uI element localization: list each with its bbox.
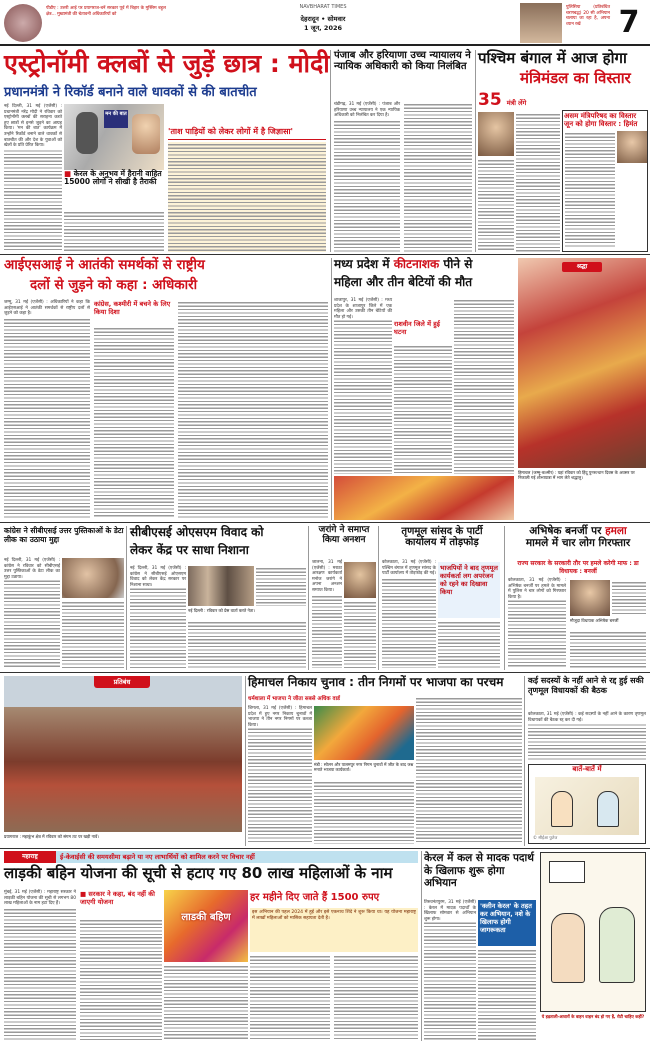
photo-prayag (4, 676, 242, 832)
headline-abhishek-highlight: हमला (605, 525, 627, 537)
masthead: NAVBHARAT TIMES (299, 4, 347, 10)
photo-shraddha-left (334, 476, 514, 520)
photo-himanta (617, 131, 647, 163)
headline-isi-l2: दलों से जुड़ने को कहा : अधिकारी (30, 277, 198, 293)
sidebar-isi: कांग्रेस, कश्मीरी में बचने के लिए किया दिशा (94, 300, 171, 316)
header-brief-left: पीडीए : उत्तरी आई पर प्रयागराज-बनें सरकार पूर्व में बिहार के मुस्लिम बहुल क्षेत्र... मुख्यमंत्री की चेतावनी अधिकारियों को (46, 6, 166, 17)
body-ladki-col5 (334, 954, 418, 1040)
cartoon-kerala-caption: ये हड़ताली-आवारों के वाहन वाहन बंद हो गए हैं, रोटी चाहिए कहीं? (541, 1014, 645, 1019)
headline-isi-l1: आईएसआई ने आतंकी समर्थकों से राष्ट्रीय (4, 257, 205, 273)
body-himachal-col1 (248, 706, 312, 844)
headline-abhishek-l1: अभिषेक बनर्जी पर (529, 525, 602, 537)
box-kerala-text: केरल के अनुभव में हैरानी वाहित 15000 लोगों ने सीखी है तैराकी (64, 169, 162, 187)
body-mp-col3 (454, 298, 514, 474)
subhead-modi: प्रधानमंत्री ने रिकॉर्ड बनाने वाले धावकों से की बातचीत (4, 85, 257, 100)
headline-mp-l1 (334, 258, 514, 276)
kicker-maharashtra: महाराष्ट्र (4, 851, 56, 863)
badge-ministers (478, 90, 538, 110)
body-modi-col2 (64, 210, 164, 252)
headline-jarange-l1: जरांगे ने समाप्त (318, 525, 370, 535)
poster-ladki (164, 890, 248, 962)
headline-mp-highlight: कीटनाशक (393, 257, 440, 271)
header-photo-right (520, 3, 562, 43)
sidebar-assam-head: असम मंत्रिपरिषद का विस्तार जून को होगा विस्तार : हिमंत (564, 112, 638, 128)
photo-wb-leader (478, 112, 514, 156)
headline-jarange (312, 526, 376, 558)
headline-cbse-leak: कांग्रेस ने सीबीएसई उत्तर पुस्तिकाओं के डेटा लीक का उठाया मुद्दा (4, 526, 124, 544)
cartoon-baatein-title: बातें-बातें में (572, 765, 602, 773)
body-tmc-office-col1 (382, 560, 436, 668)
header-brief-right: पुलिसिया (प्रतिबंधित चरणबद्ध) 20 सी अभियान चलाया जा रहा है, अपना ध्यान रखें (566, 5, 610, 27)
body-cbse-leak-col1 (4, 558, 60, 668)
subhead-abhishek: राज्य सरकार के सरकारी तौर पर हमले करेगी माफ : डा विधायक : बनर्जी (517, 560, 639, 575)
byline-himachal: धर्मशाला में भाजपा ने जीता सबसे अधिक वार्ड (248, 696, 340, 702)
photo-modi (64, 104, 164, 178)
body-tmc-office-col2 (438, 620, 500, 668)
headline-abhishek-l2: मामले में चार लोग गिरफ्तार (525, 536, 631, 549)
dateline-jarange: जालना, 31 मई (एजेंसी) : मराठा आरक्षण कार्यकर्ता मनोज जरांगे ने अपना अनशन समाप्त किया। (312, 560, 342, 593)
dateline-himachal: शिमला, 31 मई (एजेंसी) : हिमाचल प्रदेश में हुए नगर निकाय चुनावों में भाजपा ने तीन नगर निगमों पर कब्जा किया। (248, 706, 312, 728)
bullet-icon: ■ (64, 169, 74, 178)
body-osm-col1 (130, 566, 186, 668)
body-himachal-col2 (314, 780, 414, 844)
strap-ladki (4, 851, 418, 863)
tag-pratibandh: प्रतिबंध (94, 676, 150, 688)
headline-tmc-office-l1: तृणमूल सांसद के पार्टी (401, 526, 483, 537)
body-kerala-col2 (478, 948, 536, 1040)
body-isi-col2 (94, 326, 174, 518)
microphone-icon (76, 112, 98, 154)
badge-number: 35 (478, 90, 502, 110)
body-cbse-leak-col2 (62, 600, 124, 668)
cartoon-figure-2 (599, 907, 635, 983)
photo-congress-leader (62, 558, 124, 598)
headline-wb-l2: मंत्रिमंडल का विस्तार (520, 69, 631, 87)
box-ladki-text: सरकार ने कहा, बंद नहीं की जाएगी योजना (80, 890, 155, 906)
caption-abhishek: मौजूदा विधायक अभिषेक बनर्जी (570, 618, 619, 623)
dateline-ladki: मुंबई, 31 मई (एजेंसी) : महाराष्ट्र सरकार ने लाड़की बहिन योजना की सूची से लगभग 80 लाख महिलाओं के नाम हटा दिए हैं। (4, 890, 76, 907)
tag-shraddha: श्रद्धा (562, 262, 602, 272)
dateline-modi: नई दिल्ली, 31 मई (एजेंसी) : प्रधानमंत्री नरेंद्र मोदी ने रविवार को एस्ट्रोनॉमी क्लबों की सराहना करते हुए छात्रों से इनसे जुड़ने का आग्रह किया। 'मन की बात' कार्यक्रम में उन्होंने रिकॉर्ड बनाने वाले धावकों से बातचीत की और देश के युवाओं को खेलों के प्रति प्रेरित किया। (4, 104, 62, 149)
body-abhishek-col2 (570, 630, 646, 668)
body-tmc-meeting (528, 712, 646, 762)
body-punjab-col1 (334, 102, 400, 252)
body-kerala-col1 (424, 900, 476, 1040)
body-osm-col2 (188, 620, 306, 668)
headline-osm-l2: लेकर केंद्र पर साधा निशाना (130, 543, 249, 557)
dateline-isi: जम्मू, 31 मई (एजेंसी) : अधिकारियों ने कहा कि आईएसआई ने आतंकी समर्थकों से राष्ट्रीय दलों से जुड़ने को कहा है। (4, 300, 90, 317)
body-modi-col3 (168, 142, 326, 252)
sidebar-mp: राशवीन जिले में हुई घटना (394, 320, 440, 336)
body-isi-col1 (4, 300, 90, 518)
body-himachal-col3 (416, 696, 522, 844)
box-kerala (64, 170, 164, 208)
sidebar-assam-body (565, 131, 615, 249)
headline-himachal: हिमाचल निकाय चुनाव : तीन निगमों पर भाजपा का परचम (248, 675, 504, 689)
sidebar-tmc-office: भाजपियों ने बाद तृणमूल कार्यकर्ता लग अपरंजन को रहने का दिखावा किया (438, 562, 500, 618)
body-jarange-col2 (344, 600, 376, 668)
header-photo-left (4, 4, 42, 42)
story-modi (4, 49, 330, 84)
mann-ki-baat-logo: मन की बात (104, 110, 128, 128)
headline-wb-l1: पश्चिम बंगाल में आज होगा (478, 49, 627, 67)
body-abhishek-col3 (612, 580, 646, 616)
quote-ladki: इस अभियान की पहल 2024 में हुई और इसे एकनाथ शिंदे ने शुरू किया था। यह योजना महाराष्ट्र में लाखों महिलाओं को मासिक सहायता देती है। (250, 908, 418, 952)
caption-himachal: मंडी : सोलन और पालमपुर नगर निगम चुनावों में जीत के बाद जश्न मनाते भाजपा कार्यकर्ता। (314, 762, 414, 772)
headline-mp-l1-text: मध्य प्रदेश में कीटनाशक पीने से (334, 257, 473, 271)
body-modi-col1 (4, 104, 62, 252)
bullet-ladki-icon: ■ (80, 890, 89, 898)
body-ladki-col1 (4, 890, 76, 1040)
photo-himachal (314, 706, 414, 760)
headline-abhishek (508, 526, 648, 558)
body-ladki-col2 (80, 918, 162, 1040)
cartoon-credit: © सीईआ फुटेज (533, 835, 558, 840)
headline-tmc-meeting: कई सदस्यों के नहीं आने से रद्द हुई सकी तृणमूल विधायकों की बैठक (528, 676, 644, 695)
dateline-tmc-office: कोलकाता, 31 मई (एजेंसी) : पश्चिम बंगाल में तृणमूल सांसद के पार्टी कार्यालय में तोड़फोड़ की गई। (382, 560, 436, 577)
cartoon-kerala (540, 852, 646, 1012)
caption-osm: नई दिल्ली : रविवार को प्रेस वार्ता करते नेता। (188, 608, 255, 613)
body-jarange-col1 (312, 560, 342, 668)
headline-punjab-hc: पंजाब और हरियाणा उच्च न्यायालय ने न्यायिक अधिकारी को किया निलंबित (334, 50, 471, 72)
dateline-cbse-leak: नई दिल्ली, 31 मई (एजेंसी) : कांग्रेस ने रविवार को सीबीएसई उत्तर पुस्तिकाओं के डेटा लीक का मुद्दा उठाया। (4, 558, 60, 580)
headline-tmc-office (382, 526, 502, 558)
body-wb-col1 (478, 158, 514, 252)
dateline-punjab: चंडीगढ़, 31 मई (एजेंसी) : पंजाब और हरियाणा उच्च न्यायालय ने एक न्यायिक अधिकारी को निलंबित कर दिया है। (334, 102, 400, 119)
masthead-block (248, 4, 398, 38)
dateline-abhishek: कोलकाता, 31 मई (एजेंसी) : अभिषेक बनर्जी पर हमले के मामले में पुलिस ने चार लोगों को गिरफ्तार किया है। (508, 578, 566, 600)
body-osm-col3 (256, 566, 306, 606)
body-isi-col3 (178, 300, 328, 518)
dateline-date: 1 जून, 2026 (303, 24, 343, 32)
strap-ladki-text: ई-केवाईसी की समयसीमा बढ़ाने या नए लाभार्थियों को शामिल करने पर विचार नहीं (60, 853, 255, 861)
photo-shraddha (518, 258, 646, 468)
cartoon-baatein (528, 764, 646, 844)
body-mp-col1 (334, 298, 392, 474)
headline-modi: एस्ट्रोनॉमी क्लबों से जुड़ें छात्र : मोदी (4, 49, 330, 78)
modi-portrait (132, 114, 160, 154)
badge-text: मंत्री लेंगे (506, 99, 527, 107)
photo-abhishek (570, 580, 610, 616)
body-mp-col2 (394, 344, 452, 474)
body-ladki-col4 (250, 954, 330, 1040)
sidebar-assam (562, 110, 648, 252)
poster-ladki-text: लाडकी बहिण (181, 912, 231, 923)
headline-tmc-office-l2: कार्यालय में तोड़फोड़ (405, 537, 479, 548)
body-ladki-col3 (164, 964, 248, 1040)
dateline-city: देहरादून • सोमवार (300, 15, 346, 23)
box-ladki (80, 890, 162, 916)
cartoon-figure-left (551, 791, 573, 827)
caption-prayag: प्रयागराज : महाकुंभ क्षेत्र में रविवार को संगम तट पर खड़ी नावें। (4, 834, 99, 839)
dateline-osm: नई दिल्ली, 31 मई (एजेंसी) : कांग्रेस ने सीबीएसई ओएसएम विवाद को लेकर केंद्र सरकार पर निशाना साधा। (130, 566, 186, 588)
page-number: 7 (618, 5, 640, 40)
body-abhishek-col1 (508, 578, 566, 668)
page-header (0, 0, 650, 46)
dateline-tmc-meeting: कोलकाता, 31 मई (एजेंसी) : कई सदस्यों के नहीं आने के कारण तृणमूल विधायकों की बैठक रद्द कर दी गई। (528, 712, 646, 723)
sidebar-kerala: 'क्लीन केरल' के तहत कर अभियान, नशे के खिलाफ होगी जागरूकता (478, 900, 536, 946)
headline-mp-l2: महिला और तीन बेटियों की मौत (334, 275, 473, 289)
photo-osm-press (188, 566, 254, 606)
cartoon-figure-1 (551, 913, 585, 983)
photo-jarange (344, 562, 376, 598)
headline-osm-l1: सीबीएसई ओएसएम विवाद को (130, 525, 264, 539)
cartoon-drawing (535, 777, 639, 835)
headline-ladki: लाड़की बहिन योजना की सूची से हटाए गए 80 लाख महिलाओं के नाम (4, 864, 393, 882)
quote-modi: 'ताश पाड़ियों को लेकर लोगों में है जिज्ञासा' (168, 128, 326, 140)
body-wb-col2 (516, 112, 560, 252)
caption-shraddha: हिमाचल (जम्मू-कश्मीर) : यहां रविवार को हिंदू पुनरुत्थान दिवस के अवसर पर निकाली गई शोभायात्रा में भाग लेते श्रद्धालु। (518, 470, 635, 480)
cartoon-sign-icon (549, 861, 585, 883)
highlight-1500: हर महीने दिए जाते हैं 1500 रुपए (250, 892, 380, 903)
dateline-kerala: तिरुवनंतपुरम, 31 मई (एजेंसी) : केरल में मादक पदार्थों के खिलाफ सोमवार से अभियान शुरू होगा। (424, 900, 476, 922)
headline-jarange-l2: किया अनशन (322, 534, 366, 545)
headline-kerala: केरल में कल से मादक पदार्थ के खिलाफ शुरू होगा अभियान (424, 852, 534, 889)
cartoon-figure-right (597, 791, 619, 827)
body-punjab-col2 (404, 102, 472, 252)
dateline-mp: शाजापुर, 31 मई (एजेंसी) : मध्य प्रदेश के शाजापुर जिले में एक महिला और उसकी तीन बेटियों की मौत हो गई। (334, 298, 392, 320)
